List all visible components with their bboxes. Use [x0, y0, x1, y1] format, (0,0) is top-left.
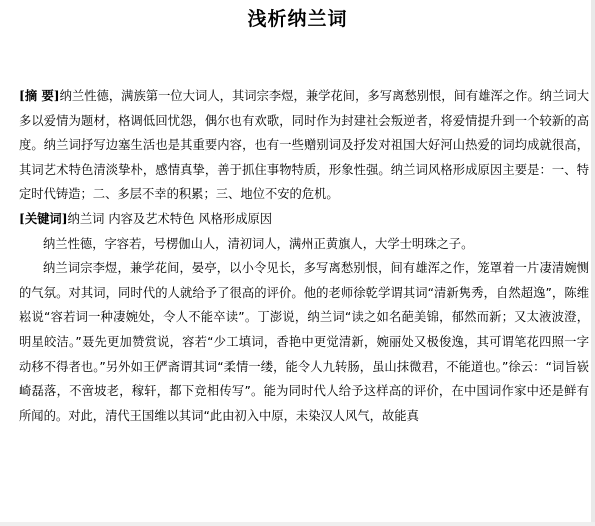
page-edge — [0, 522, 595, 526]
body-paragraph-1: 纳兰性德，字容若，号楞伽山人，清初词人，满州正黄旗人，大学士明珠之子。 — [43, 236, 474, 251]
document-title: 浅析纳兰词 — [247, 8, 348, 30]
body-paragraph-2: 纳兰词宗李煜，兼学花间，晏亭，以小令见长，多写离愁别恨，间有雄浑之作，笼罩着一片凄清婉恻的气氛。对其词，同时代的人就给予了很高的评价。他的老师徐乾学谓其词“清新隽秀，自然超逸”，陈维崧说“容若词一种凄婉处，令人不能卒读”。丁澎说，纳兰词“读之如名葩美锦，郁然而新；又太液波澄，明星皎洁。”聂先更加赞赏说，容若“少工填词，香艳中更觉清新，婉丽处又极俊逸，其可谓笔花四照一字动移不得者也。”另外如王俨斋谓其词“柔情一缕，能令人九转肠，虽山抹微君，不能道也。”徐云：“词旨嵚崎磊落，不啻坡老，稼轩，都下竞相传写”。能为同时代人给予这样高的评价，在中国词作家中还是鲜有所闻的。对此，清代王国维以其词“此由初入中原，未染汉人风气，故能真 — [19, 261, 589, 423]
keywords-label: [关键词] — [19, 210, 68, 226]
scrollbar-track[interactable] — [591, 0, 595, 526]
keywords-text: 纳兰词 内容及艺术特色 风格形成原因 — [67, 211, 273, 226]
abstract-paragraph — [19, 84, 589, 207]
abstract-label: [摘 要] — [19, 88, 60, 103]
keywords-paragraph — [19, 207, 589, 232]
document-body — [19, 84, 589, 428]
abstract-text: 纳兰性德，满族第一位大词人，其词宗李煜，兼学花间，多写离愁别恨，间有雄浑之作。纳兰词大多以爱情为题材，格调低回忧怨，偶尔也有欢歌，同时作为封建社会叛逆者，将爱情提升到一个较新的高度。纳兰词抒写边塞生活也是其重要内容，也有一些赠别词及抒发对祖国大好河山热爱的词均成就很高，其词艺术特色清淡挚朴，感情真挚，善于抓住事物特质，形象性强。纳兰词风格形成原因主要是：一、特定时代铸造；二、多层不幸的积累；三、地位不安的危机。 — [19, 89, 589, 202]
